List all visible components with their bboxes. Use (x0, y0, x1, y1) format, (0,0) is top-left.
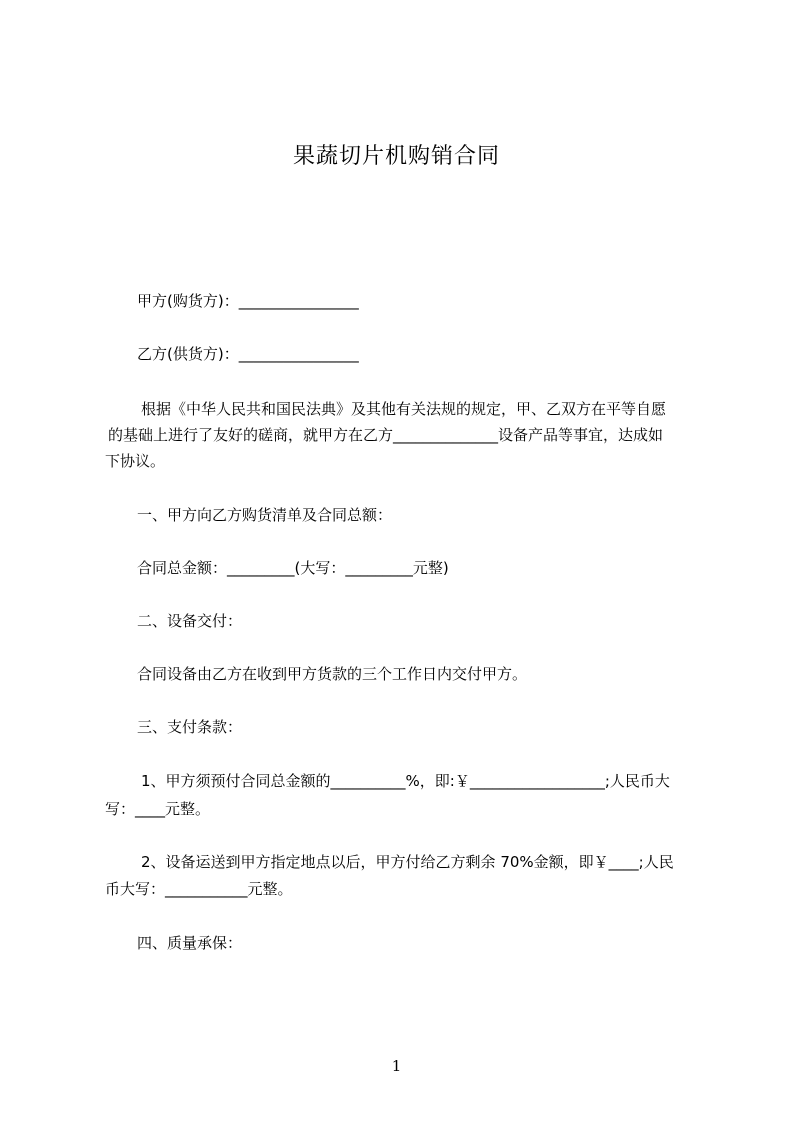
section-1-heading: 一、甲方向乙方购货清单及合同总额： (137, 506, 393, 524)
delivery-clause: 合同设备由乙方在收到甲方货款的三个工作日内交付甲方。 (137, 665, 528, 683)
contract-total-line: 合同总金额：_________(大写：_________元整) (137, 559, 449, 577)
preamble-line-3: 下协议。 (105, 452, 166, 470)
party-b-line: 乙方(供货方)：________________ (137, 345, 359, 363)
party-a-line: 甲方(购货方)：________________ (137, 292, 359, 310)
page-number: 1 (391, 1057, 402, 1075)
section-3-heading: 三、支付条款： (137, 718, 243, 736)
payment-2-line-2: 币大写：___________元整。 (105, 880, 293, 898)
payment-2-line-1: 2、设备运送到甲方指定地点以后，甲方付给乙方剩余 70%金额，即￥____;人民 (141, 853, 674, 871)
payment-1-line-1: 1、甲方须预付合同总金额的__________%，即:￥__________________;人民币大 (141, 772, 670, 790)
section-2-heading: 二、设备交付： (137, 612, 243, 630)
preamble-line-1: 根据《中华人民共和国民法典》及其他有关法规的规定，甲、乙双方在平等自愿 (141, 400, 667, 418)
preamble-line-2: 的基础上进行了友好的磋商，就甲方在乙方______________设备产品等事宜，达成如 (108, 426, 664, 444)
section-4-heading: 四、质量承保： (137, 934, 243, 952)
document-title: 果蔬切片机购销合同 (292, 144, 500, 169)
payment-1-line-2: 写：____元整。 (105, 800, 211, 818)
